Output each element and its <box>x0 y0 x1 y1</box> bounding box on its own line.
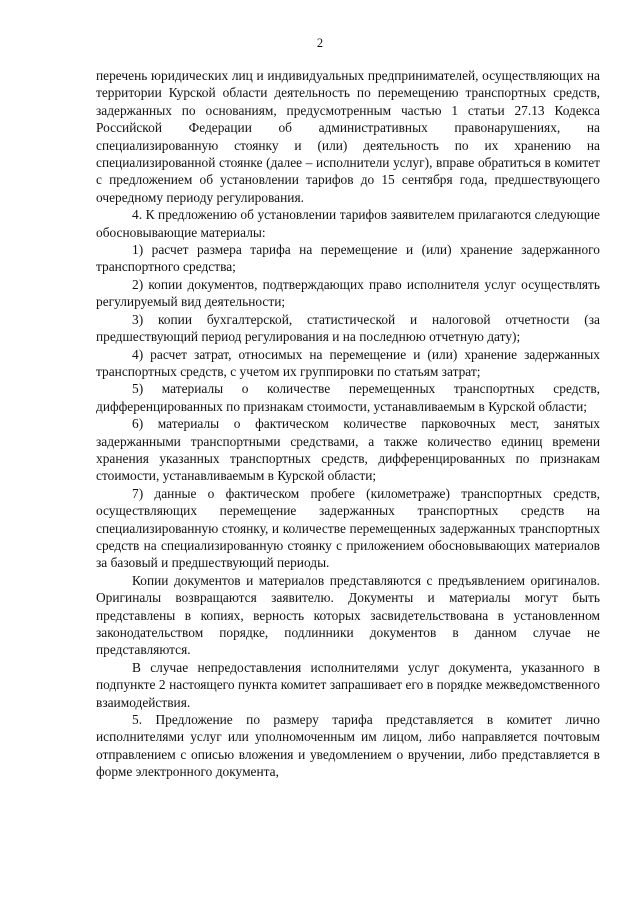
paragraph-subitem-2: 2) копии документов, подтверждающих право исполнителя услуг осуществлять регулируемый вид деятельности; <box>96 276 600 310</box>
paragraph-non-provision: В случае непредоставления исполнителями услуг документа, указанного в подпункте 2 настоящего пункта комитет запрашивает его в порядке межведомственного взаимодействия. <box>96 659 600 710</box>
document-body <box>96 67 600 781</box>
paragraph-subitem-6: 6) материалы о фактическом количестве парковочных мест, занятых задержанными транспортными средствами, а также количество единиц времени хранения указанных транспортных средств, дифференцированных по признакам стоимости, устанавливаемым в Курской области; <box>96 416 600 484</box>
page-number: 2 <box>316 36 324 50</box>
paragraph-copies: Копии документов и материалов представляются с предъявлением оригиналов. Оригиналы возвращаются заявителю. Документы и материалы могут быть представлены в копиях, верность которых засвидетельствована в установленном законодательством порядке, подлинники документов в данном случае не представляются. <box>96 572 600 658</box>
paragraph-subitem-4: 4) расчет затрат, относимых на перемещение и (или) хранение задержанных транспортных средств, с учетом их группировки по статьям затрат; <box>96 346 600 379</box>
paragraph-subitem-3: 3) копии бухгалтерской, статистической и налоговой отчетности (за предшествующий период регулирования и на последнюю отчетную дату); <box>96 311 600 345</box>
paragraph-subitem-7: 7) данные о фактическом пробеге (километраже) транспортных средств, осуществляющих перемещение задержанных транспортных средств на специализированную стоянку, и количестве перемещенных задержанных транспортных средств на специализированную стоянку с приложением обосновывающих материалов за базовый и предшествующий периоды. <box>96 485 600 571</box>
paragraph-subitem-5: 5) материалы о количестве перемещенных транспортных средств, дифференцированных по признакам стоимости, устанавливаемым в Курской области; <box>96 381 600 414</box>
paragraph-subitem-1: 1) расчет размера тарифа на перемещение и (или) хранение задержанного транспортного средства; <box>96 242 600 275</box>
paragraph-continuation: перечень юридических лиц и индивидуальных предпринимателей, осуществляющих на территории Курской области деятельность по перемещению транспортных средств, задержанных по основаниям, предусмотренным частью 1 статьи 27.13 Кодекса Российской Федерации об административных правонарушениях, на специализированную стоянку и (или) деятельность по их хранению на специализированной стоянке (далее – исполнители услуг), вправе обратиться в комитет с предложением об установлении тарифов до 15 сентября года, предшествующего очередному периоду регулирования. <box>96 68 600 205</box>
paragraph-item-4: 4. К предложению об установлении тарифов заявителем прилагаются следующие обосновывающие материалы: <box>96 207 600 240</box>
paragraph-item-5: 5. Предложение по размеру тарифа представляется в комитет лично исполнителями услуг или уполномоченным им лицом, либо направляется почтовым отправлением с описью вложения и уведомлением о вручении, либо представляется в форме электронного документа, <box>96 712 600 780</box>
